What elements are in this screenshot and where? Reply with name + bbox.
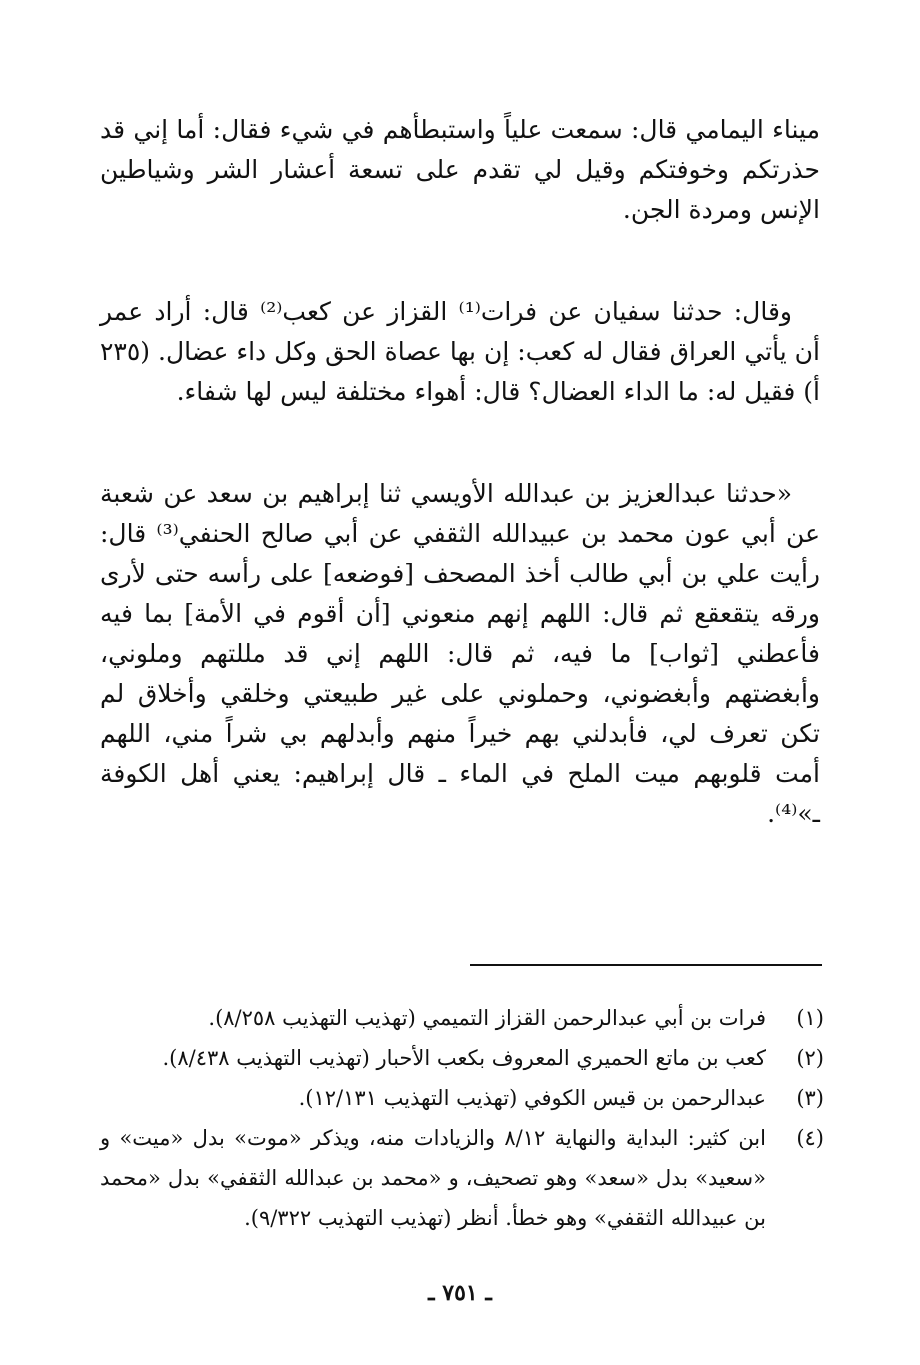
footnote-text: ابن كثير: البداية والنهاية ٨/١٢ والزيادات منه، ويذكر «موت» بدل «ميت» و «سعيد» بدل «سعد» وهو تصحيف، و «محمد بن عبدالله الثقفي» بدل «محمد بن عبيدالله الثقفي» وهو خطأ. أنظر (تهذيب التهذيب ٩/٣٢٢). bbox=[100, 1126, 766, 1230]
footnote-text: فرات بن أبي عبدالرحمن القزاز التميمي (تهذيب التهذيب ٨/٢٥٨). bbox=[208, 1006, 766, 1030]
footnote-number: (١) bbox=[796, 1006, 824, 1030]
footnote-divider bbox=[470, 964, 822, 966]
main-text bbox=[100, 110, 820, 896]
footnote-4 bbox=[100, 1118, 824, 1238]
footnote-1 bbox=[100, 998, 824, 1038]
footnote-2 bbox=[100, 1038, 824, 1078]
page-number: ـ ٧٥١ ـ bbox=[428, 1280, 492, 1306]
paragraph-1: ميناء اليمامي قال: سمعت علياً واستبطأهم في شيء فقال: أما إني قد حذرتكم وخوفتكم وقيل لي تقدم على تسعة أعشار الشر وشياطين الإنس ومردة الجن. bbox=[100, 115, 820, 224]
footnote-number: (٣) bbox=[796, 1086, 824, 1110]
footnote-text: كعب بن ماتع الحميري المعروف بكعب الأحبار (تهذيب التهذيب ٨/٤٣٨). bbox=[162, 1046, 766, 1070]
footnote-text: عبدالرحمن بن قيس الكوفي (تهذيب التهذيب ١٢/١٣١). bbox=[298, 1086, 766, 1110]
footnotes bbox=[100, 998, 824, 1238]
footnote-number: (٢) bbox=[796, 1046, 824, 1070]
footnote-number: (٤) bbox=[796, 1126, 824, 1150]
paragraph-2: وقال: حدثنا سفيان عن فرات⁽¹⁾ القزاز عن كعب⁽²⁾ قال: أراد عمر أن يأتي العراق فقال له كعب: إن بها عصاة الحق وكل داء عضال. (٢٣٥ أ) فقيل له: ما الداء العضال؟ قال: أهواء مختلفة ليس لها شفاء. bbox=[100, 297, 820, 406]
footnote-3 bbox=[100, 1078, 824, 1118]
paragraph-3: «حدثنا عبدالعزيز بن عبدالله الأويسي ثنا إبراهيم بن سعد عن شعبة عن أبي عون محمد بن عبيدالله الثقفي عن أبي صالح الحنفي⁽³⁾ قال: رأيت علي بن أبي طالب أخذ المصحف [فوضعه] على رأسه حتى لأرى ورقه يتقعقع ثم قال: اللهم إنهم منعوني [أن أقوم في الأمة] بما فيه فأعطني [ثواب] ما فيه، ثم قال: اللهم إني قد مللتهم وملوني، وأبغضتهم وأبغضوني، وحملوني على غير طبيعتي وخلقي وأخلاق لم تكن تعرف لي، فأبدلني بهم خيراً منهم وأبدلهم بي شراً مني، اللهم أمت قلوبهم ميت الملح في الماء ـ قال إبراهيم: يعني أهل الكوفة ـ»⁽⁴⁾. bbox=[100, 479, 820, 828]
